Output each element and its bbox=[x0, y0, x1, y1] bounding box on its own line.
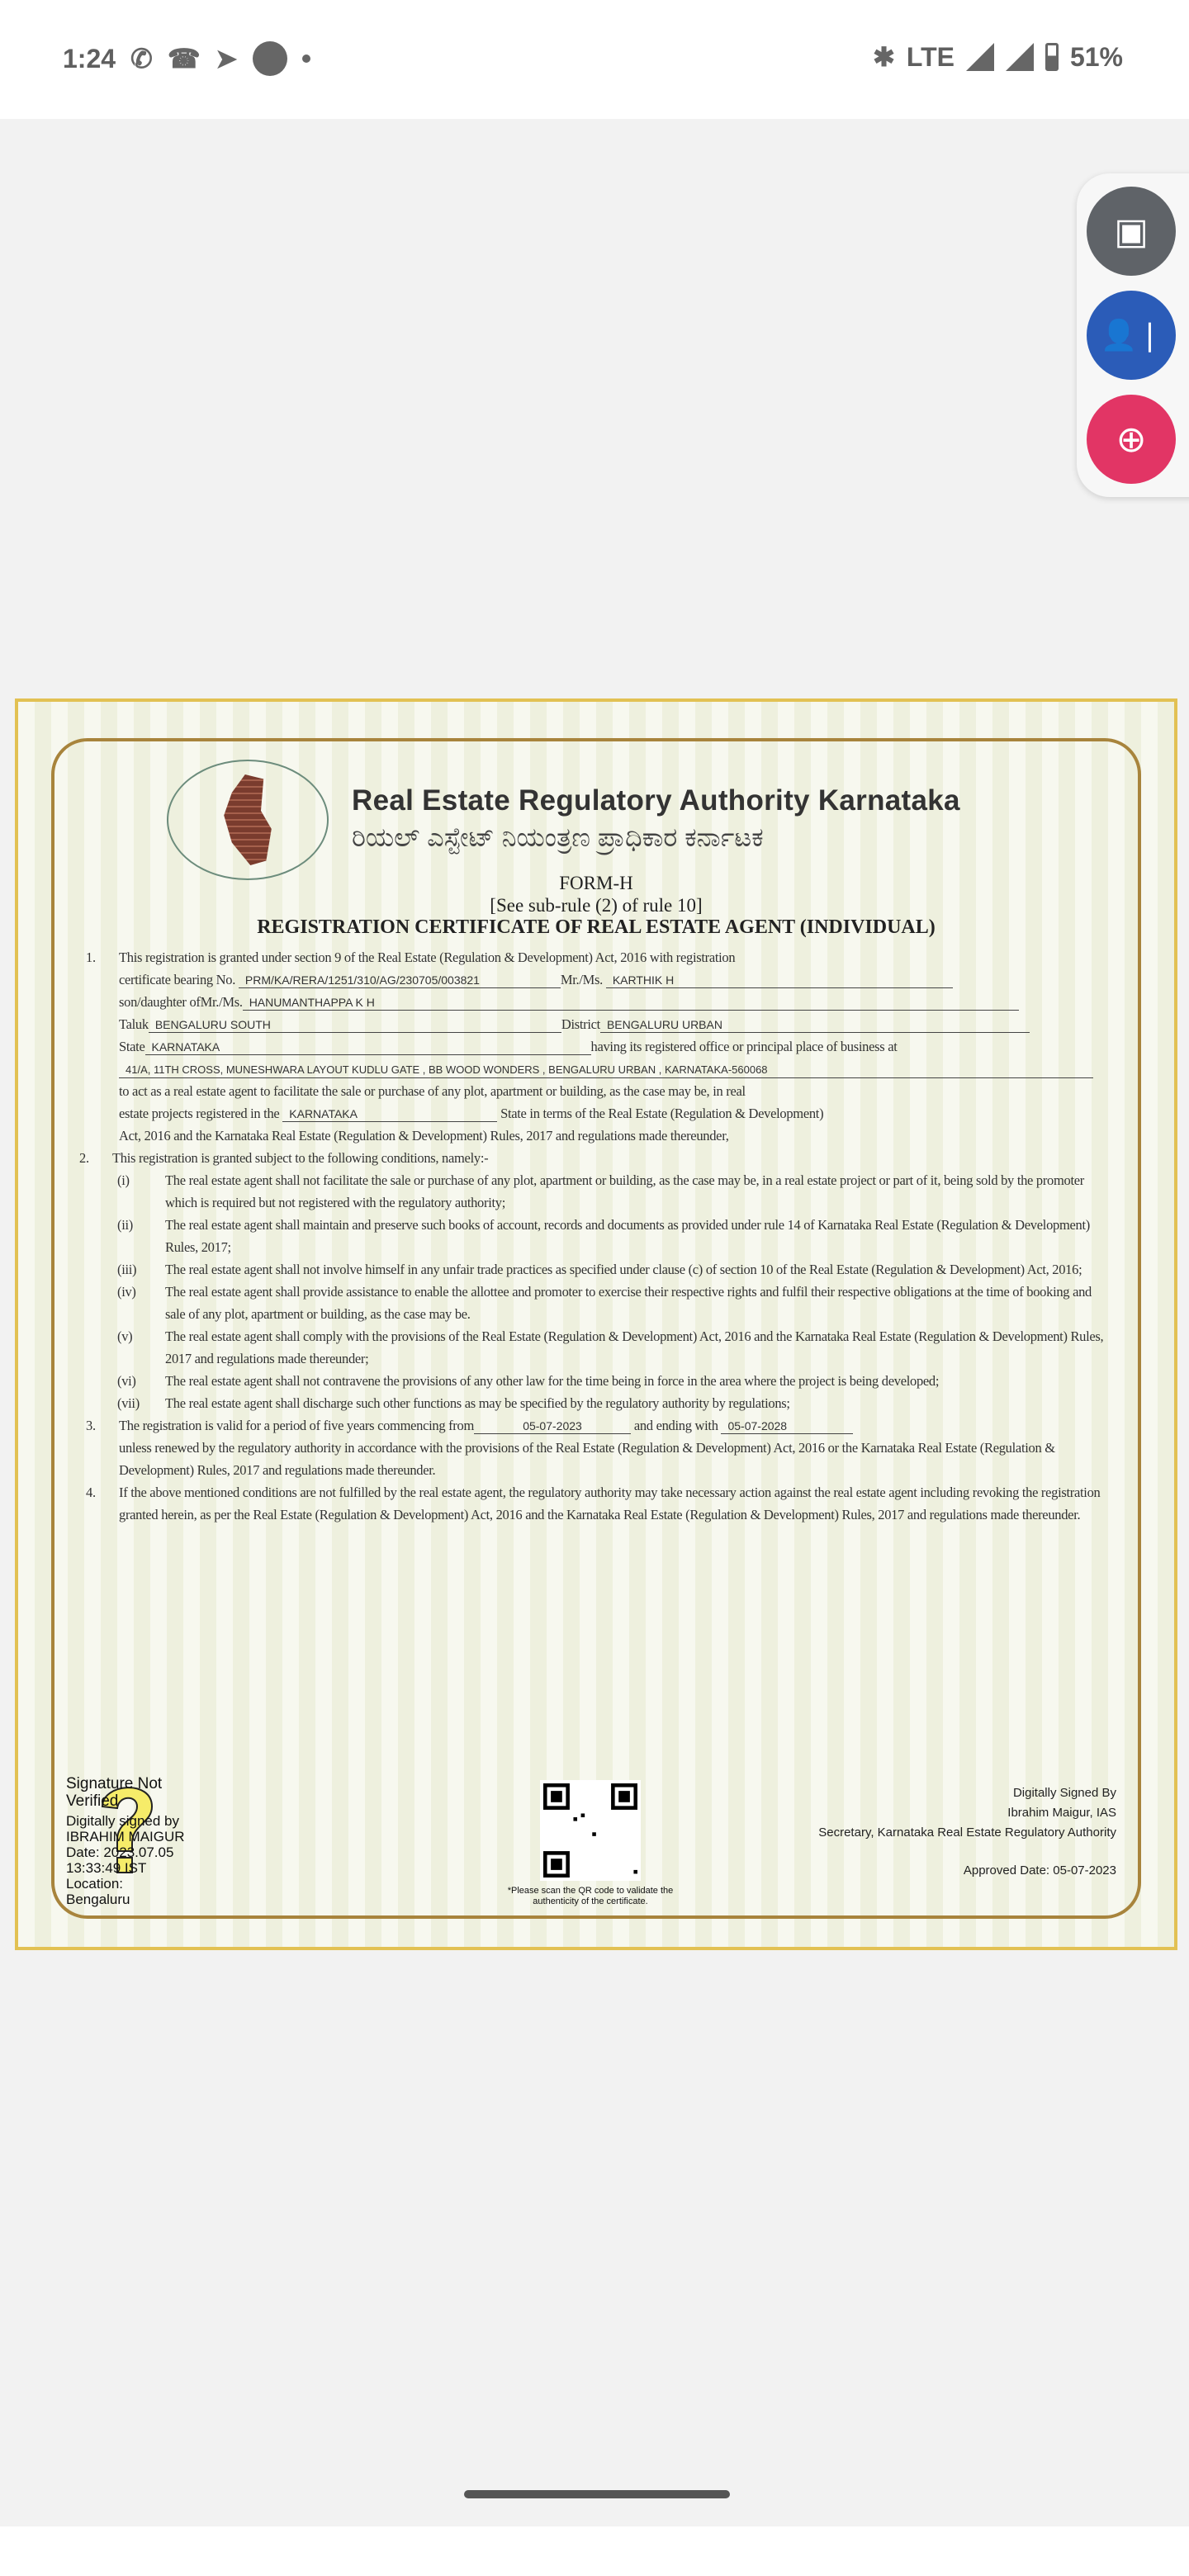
para-3 bbox=[119, 1414, 853, 1437]
label: certificate bearing No. bbox=[119, 972, 236, 987]
label: Taluk bbox=[119, 1016, 149, 1032]
battery-level: 51% bbox=[1069, 41, 1123, 72]
condition-number: (vii) bbox=[117, 1395, 140, 1411]
approved-date: Approved Date: 05-07-2023 bbox=[963, 1863, 1116, 1878]
qr-code-icon bbox=[543, 1783, 637, 1878]
sig-line: Digitally signed by bbox=[66, 1813, 180, 1829]
project-state: KARNATAKA bbox=[282, 1106, 497, 1122]
signed-by bbox=[818, 1783, 1116, 1881]
certificate bbox=[15, 698, 1177, 1950]
missed-call-icon: ☎ bbox=[167, 44, 201, 73]
para-1-text: to act as a real estate agent to facilitate the sale or purchase of any plot, apartment or building, as the case may be, in real bbox=[119, 1083, 746, 1099]
whatsapp-icon: ✆ bbox=[130, 44, 153, 73]
label: State in terms of the Real Estate (Regulation & Development) bbox=[500, 1106, 824, 1121]
para-1: This registration is granted under section 9 of the Real Estate (Regulation & Development) Act, 2016 with registration bbox=[119, 949, 736, 965]
sig-line: Date: 2023.07.05 bbox=[66, 1844, 174, 1860]
para-4: If the above mentioned conditions are not fulfilled by the real estate agent, the regulatory authority may take necessary action against the real estate agent including revoking the registration granted herein, as per the Real Estate (Regulation & Development) Act, 2016 and the Karnataka Real Estate (Regulation & Development) Rules, 2017 and regulations made thereunder. bbox=[119, 1485, 1101, 1522]
label: State bbox=[119, 1039, 145, 1054]
notification-circle-icon bbox=[253, 41, 287, 76]
district: BENGALURU URBAN bbox=[600, 1017, 1030, 1033]
condition-text: The real estate agent shall comply with the provisions of the Real Estate (Regulation & Development) Act, 2016 and the Karnataka Real Estate (Regulation & Development) Rules, 2017 and regulations made thereunder; bbox=[165, 1328, 1104, 1366]
zoom-in-icon: ⊕ bbox=[1116, 419, 1147, 460]
condition-text: The real estate agent shall maintain and preserve such books of account, records and documents as provided under rule 14 of Karnataka Real Estate (Regulation & Development) Rules, 2017; bbox=[165, 1217, 1090, 1255]
label: District bbox=[561, 1016, 600, 1032]
condition-number: (iv) bbox=[117, 1284, 136, 1300]
sig-line: 13:33:49 IST bbox=[66, 1860, 147, 1876]
voice-access-icon: 👤❘ bbox=[1100, 318, 1163, 352]
label: son/daughter ofMr./Ms. bbox=[119, 994, 243, 1010]
condition-item bbox=[117, 1258, 1111, 1281]
condition-item bbox=[117, 1370, 1111, 1392]
voice-access-button[interactable] bbox=[1087, 291, 1176, 380]
condition-item bbox=[117, 1214, 1111, 1258]
condition-text: The real estate agent shall not facilitate the sale or purchase of any plot, apartment or building, as the case may be, in a real estate project or part of it, being sold by the promoter which is required but not registered with the regulatory authority; bbox=[165, 1172, 1084, 1210]
father-name: HANUMANTHAPPA K H bbox=[243, 995, 1019, 1011]
magnifier-button[interactable] bbox=[1087, 395, 1176, 484]
signed-line: Digitally Signed By bbox=[1012, 1786, 1116, 1800]
label: and ending with bbox=[633, 1418, 718, 1433]
condition-item bbox=[117, 1281, 1111, 1325]
authority-name-kannada: ರಿಯಲ್ ಎಸ್ಟೇಟ್ ನಿಯಂತ್ರಣ ಪ್ರಾಧಿಕಾರ ಕರ್ನಾಟಕ bbox=[352, 822, 764, 852]
registration-number: PRM/KA/RERA/1251/310/AG/230705/003821 bbox=[239, 973, 561, 988]
condition-number: (ii) bbox=[117, 1217, 133, 1233]
rera-logo bbox=[167, 760, 329, 880]
condition-text: The real estate agent shall not involve himself in any unfair trade practices as specified under clause (c) of section 10 of the Real Estate (Regulation & Development) Act, 2016; bbox=[165, 1262, 1082, 1277]
more-notifications-icon bbox=[302, 54, 310, 63]
accessibility-toolbar bbox=[1077, 173, 1189, 497]
signed-line: Secretary, Karnataka Real Estate Regulatory Authority bbox=[818, 1825, 1116, 1840]
condition-text: The real estate agent shall provide assistance to enable the allottee and promoter to exercise their respective rights and fulfil their respective obligations at the time of booking and sale of any plot, apartment or building, as the case may be. bbox=[165, 1284, 1092, 1322]
condition-number: (v) bbox=[117, 1328, 133, 1344]
sub-rule: [See sub-rule (2) of rule 10] bbox=[490, 895, 703, 916]
network-type: LTE bbox=[906, 41, 955, 72]
agent-name: KARTHIK H bbox=[606, 973, 953, 988]
touch-select-button[interactable] bbox=[1087, 187, 1176, 276]
state: KARNATAKA bbox=[145, 1039, 591, 1055]
signal-icon-2 bbox=[1006, 43, 1034, 71]
qr-note: *Please scan the QR code to validate the authenticity of the certificate. bbox=[507, 1886, 674, 1906]
label: The registration is valid for a period of five years commencing from bbox=[119, 1418, 474, 1433]
valid-to: 05-07-2028 bbox=[721, 1418, 853, 1434]
signal-icon bbox=[966, 43, 994, 71]
condition-text: The real estate agent shall not contravene the provisions of any other law for the time being in force in the area where the project is being developed; bbox=[165, 1373, 940, 1389]
condition-number: (vi) bbox=[117, 1373, 136, 1389]
condition-item bbox=[117, 1392, 1111, 1414]
taluk: BENGALURU SOUTH bbox=[149, 1017, 561, 1033]
condition-item bbox=[117, 1169, 1111, 1214]
condition-number: (i) bbox=[117, 1172, 130, 1188]
certificate-title: REGISTRATION CERTIFICATE OF REAL ESTATE AGENT (INDIVIDUAL) bbox=[257, 916, 936, 938]
para-1-text: Act, 2016 and the Karnataka Real Estate (Regulation & Development) Rules, 2017 and regulations made thereunder, bbox=[119, 1128, 729, 1144]
digital-signature bbox=[66, 1775, 185, 1907]
form-name: FORM-H bbox=[559, 873, 633, 893]
address: 41/A, 11TH CROSS, MUNESHWARA LAYOUT KUDLU GATE , BB WOOD WONDERS , BENGALURU URBAN , KARNATAKA-560068 bbox=[119, 1063, 1093, 1078]
para-2: This registration is granted subject to the following conditions, namely:- bbox=[112, 1150, 489, 1166]
telegram-icon: ➤ bbox=[215, 44, 238, 73]
karnataka-map-icon bbox=[221, 774, 274, 865]
sig-line: IBRAHIM MAIGUR bbox=[66, 1829, 185, 1844]
qr-code[interactable] bbox=[540, 1780, 641, 1881]
condition-number: (iii) bbox=[117, 1262, 137, 1277]
label: estate projects registered in the bbox=[119, 1106, 280, 1121]
touch-select-icon: ▣ bbox=[1114, 211, 1149, 252]
signature-status: Signature Not Verified bbox=[66, 1775, 163, 1810]
certificate-body: 1. This registration is granted under section 9 of the Real Estate (Regulation & Development) Act, 2016 with registration certificate bearing No. PRM/KA/RERA/1251/310/AG/230705/003821 Mr./Ms. KARTHIK H son/daughter ofMr./Ms. HANUMANTHAPPA K H Taluk BENGALURU SOUTH District BENGALURU URBAN State KARNATAKA having its registered office or principal place of business at 41/A, 11TH CROSS, MUNESHWARA LAYOUT KUDLU GATE , BB WOOD WONDERS , BENGALURU URBAN , KARNATAKA-560068 to act as a real estate agent to facilitate the sale or purchase of any plot, apartment or building, as the case may be, in real estate projects registered in the KARNATAKA State in terms of the Real Estate (Regulation & Development) Act, 2016 and the Karnataka Real Estate (Regulation & Development) Rules, 2017 and regulations made thereunder, 2. This registration is granted subject to the following conditions, namely:- (i) The real estate agent shall not facilitate the sale or purchase of any plot, apartment or building, as the case may be, in a real estate project or part of it, being sold by the promoter which is required but not registered with the regulatory authority; (ii) The real estate agent shall maintain and preserve such books of account, records and documents as provided under rule 14 of Karnataka Real Estate (Regulation & Development) Rules, 2017; (iii) The real estate agent shall not involve himself in any unfair trade practices as specified under clause (c) of section 10 of the Real Estate (Regulation & Development) Act, 2016; (iv) The real estate agent shall provide assistance to enable the allottee and promoter to exercise their respective rights and fulfil their respective obligations at the time of booking and sale of any plot, apartment or building, as the case may be. (v) The real estate agent shall comply with the provisions of the Real Estate (Regulation & Development) Act, 2016 and the Karnataka Real Estate (Regulation & Development) Rules, 2017 and regulations made thereunder; (vi) The real estate agent shall not contravene the provisions of any other law for the time being in force in the area where the project is being developed; (vii) The real estate agent shall discharge such other functions as may be specified by the regulatory authority by regulations; 3. The registration is valid for a period of five years commencing from 05-07-2023 and ending with 05-07-2028 unless renewed by the regulatory authority in accordance with the provisions of the Real Estate (Regulation & Development) Act, 2016 or the Karnataka Real Estate (Regulation & Development) Rules, 2017 and regulations made thereunder. 4. If the above mentioned conditions are not fulfilled by the real estate agent, the regulatory authority may take necessary action against the real estate agent including revoking the registration granted herein, as per the Real Estate (Regulation & Development) Act, 2016 and the Karnataka Real Estate (Regulation & Development) Rules, 2017 and regulations made thereunder. bbox=[86, 946, 1111, 1526]
bluetooth-icon: ✱ bbox=[873, 42, 895, 72]
para-3-text: unless renewed by the regulatory authority in accordance with the provisions of the Real Estate (Regulation & Development) Act, 2016 or the Karnataka Real Estate (Regulation & Development) Rules, 2017 and regulations made thereunder. bbox=[119, 1440, 1055, 1478]
label: Mr./Ms. bbox=[560, 972, 603, 987]
sig-line: Location: bbox=[66, 1876, 123, 1892]
condition-item bbox=[117, 1325, 1111, 1370]
label: having its registered office or principal place of business at bbox=[590, 1039, 898, 1054]
navigation-bar bbox=[0, 2526, 1189, 2576]
signed-line: Ibrahim Maigur, IAS bbox=[1007, 1806, 1116, 1820]
clock: 1:24 bbox=[63, 43, 116, 73]
condition-text: The real estate agent shall discharge such other functions as may be specified by the regulatory authority by regulations; bbox=[165, 1395, 790, 1411]
authority-name: Real Estate Regulatory Authority Karnataka bbox=[352, 784, 960, 817]
home-gesture-handle[interactable] bbox=[464, 2490, 730, 2498]
sig-line: Bengaluru bbox=[66, 1892, 130, 1907]
valid-from: 05-07-2023 bbox=[474, 1418, 631, 1434]
battery-icon bbox=[1045, 43, 1059, 71]
status-bar bbox=[0, 0, 1189, 119]
